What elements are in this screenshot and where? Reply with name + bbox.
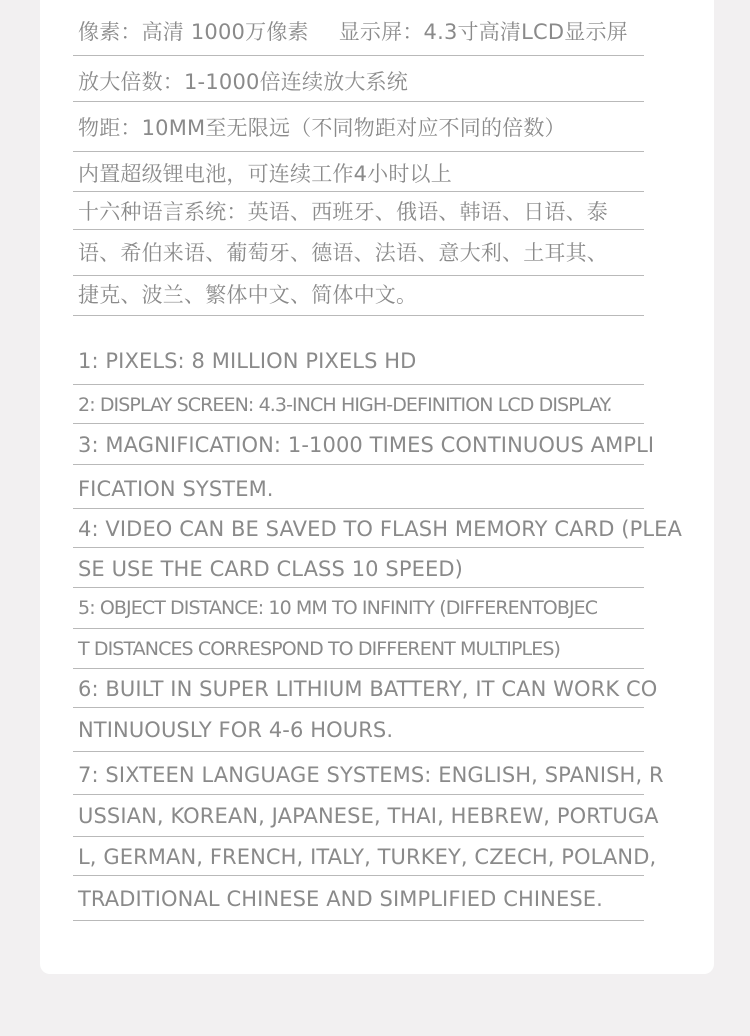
spec-line-en-7a: 7: SIXTEEN LANGUAGE SYSTEMS: ENGLISH, SPANISH, R (73, 756, 644, 795)
spec-line-en-5b: T DISTANCES CORRESPOND TO DIFFERENT MULTIPLES) (73, 630, 644, 669)
spec-line-en-1: 1: PIXELS: 8 MILLION PIXELS HD (73, 342, 644, 385)
spec-line-magnification: 放大倍数：1-1000倍连续放大系统 (73, 64, 644, 102)
spec-line-en-7d: TRADITIONAL CHINESE AND SIMPLIFIED CHINESE. (73, 880, 644, 921)
spec-line-en-6b: NTINUOUSLY FOR 4-6 HOURS. (73, 711, 644, 752)
spec-line-en-3a: 3: MAGNIFICATION: 1-1000 TIMES CONTINUOUS AMPLI (73, 426, 644, 465)
spec-line-languages-3: 捷克、波兰、繁体中文、简体中文。 (73, 276, 644, 316)
spec-line-battery: 内置超级锂电池，可连续工作4小时以上 (73, 156, 644, 192)
spec-line-languages-1: 十六种语言系统：英语、西班牙、俄语、韩语、日语、泰 (73, 194, 644, 230)
spec-line-languages-2: 语、希伯来语、葡萄牙、德语、法语、意大利、土耳其、 (73, 234, 644, 276)
spec-line-en-3b: FICATION SYSTEM. (73, 470, 644, 509)
spec-line-en-6a: 6: BUILT IN SUPER LITHIUM BATTERY, IT CAN WORK CO (73, 670, 644, 708)
spec-line-en-7c: L, GERMAN, FRENCH, ITALY, TURKEY, CZECH, POLAND, (73, 838, 644, 876)
spec-line-en-2: 2: DISPLAY SCREEN: 4.3-INCH HIGH-DEFINITION LCD DISPLAY. (73, 386, 644, 424)
spec-line-en-7b: USSIAN, KOREAN, JAPANESE, THAI, HEBREW, PORTUGA (73, 797, 644, 837)
spec-line-en-5a: 5: OBJECT DISTANCE: 10 MM TO INFINITY (DIFFERENTOBJEC (73, 589, 644, 629)
spec-line-pixels-display (73, 14, 644, 56)
spec-line-distance: 物距：10MM至无限远（不同物距对应不同的倍数） (73, 110, 644, 152)
spec-pixels: 像素：高清 1000万像素 (78, 20, 309, 44)
spec-line-en-4a: 4: VIDEO CAN BE SAVED TO FLASH MEMORY CARD (PLEA (73, 510, 644, 548)
spec-display: 显示屏：4.3寸高清LCD显示屏 (338, 20, 628, 44)
spec-line-en-4b: SE USE THE CARD CLASS 10 SPEED) (73, 550, 644, 588)
